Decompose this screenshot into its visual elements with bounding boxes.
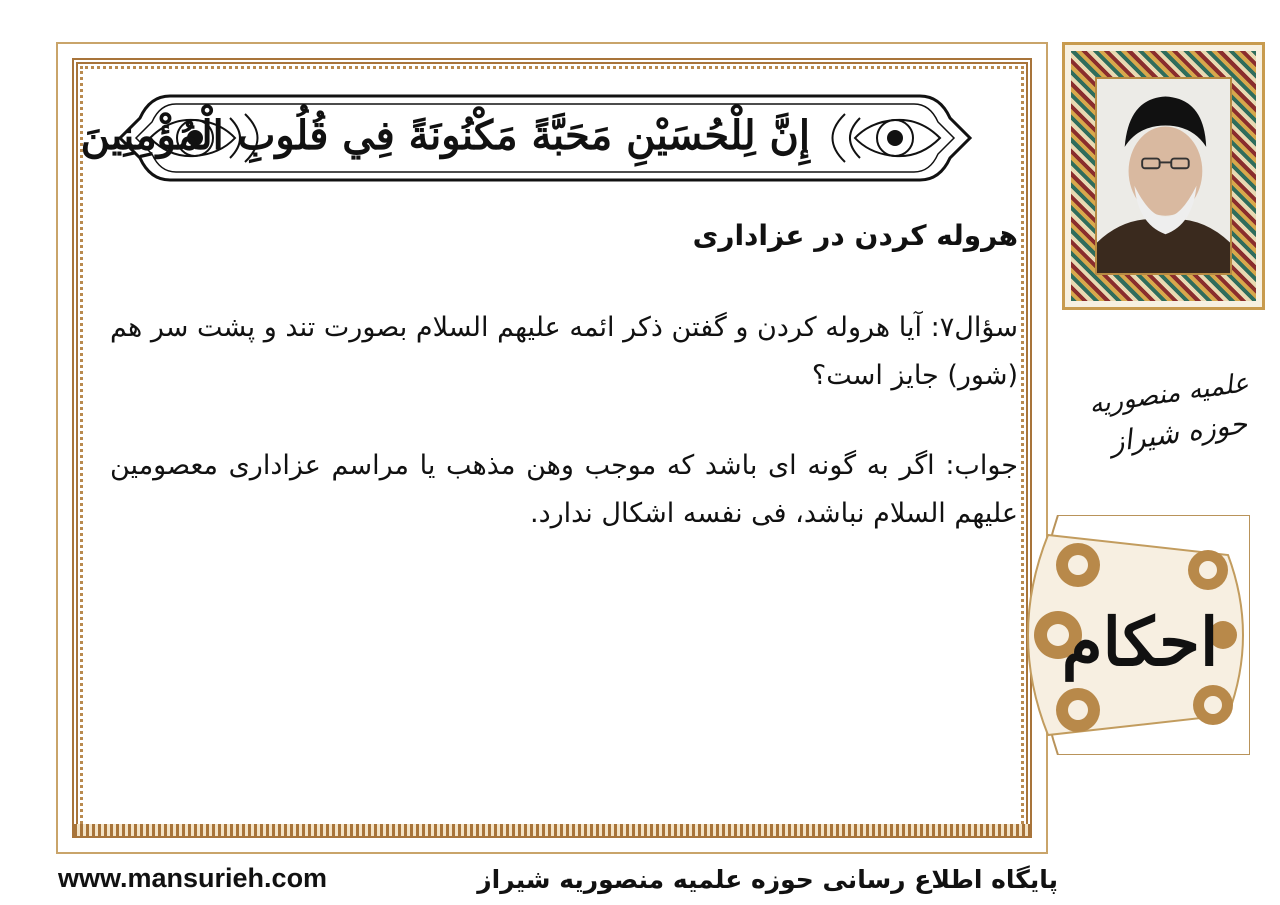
frame-bottom-strip — [74, 824, 1030, 836]
question-paragraph: سؤال۷: آیا هروله کردن و گفتن ذکر ائمه علیهم السلام بصورت تند و پشت سر هم (شور) جایز است؟ — [110, 312, 1018, 391]
banner-calligraphy-text: إِنَّ لِلْحُسَيْنِ مَحَبَّةً مَكْنُونَةً فِي قُلُوبِ الْمُؤْمِنِينَ — [80, 112, 810, 159]
seminary-seal-logo — [1070, 350, 1270, 460]
portrait-photo-icon — [1095, 77, 1232, 275]
svg-text:حوزه شیراز: حوزه شیراز — [1108, 406, 1250, 459]
footer-website-url: www.mansurieh.com — [58, 863, 328, 893]
svg-text:احکام: احکام — [1061, 603, 1219, 681]
svg-text:علمیه منصوریه: علمیه منصوریه — [1087, 368, 1251, 421]
calligraphy-banner — [80, 88, 980, 188]
portrait-frame — [1062, 42, 1265, 310]
article-heading: هروله کردن در عزاداری — [692, 219, 1018, 252]
article-content — [110, 206, 1018, 538]
answer-paragraph: جواب: اگر به گونه ای باشد که موجب وهن مذهب یا مراسم عزاداری معصومین علیهم السلام نباشد، فی نفسه اشکال ندارد. — [110, 450, 1018, 529]
footer-site-title: پایگاه اطلاع رسانی حوزه علمیه منصوریه شیراز — [477, 865, 1058, 894]
ahkam-badge-logo — [1018, 515, 1250, 755]
